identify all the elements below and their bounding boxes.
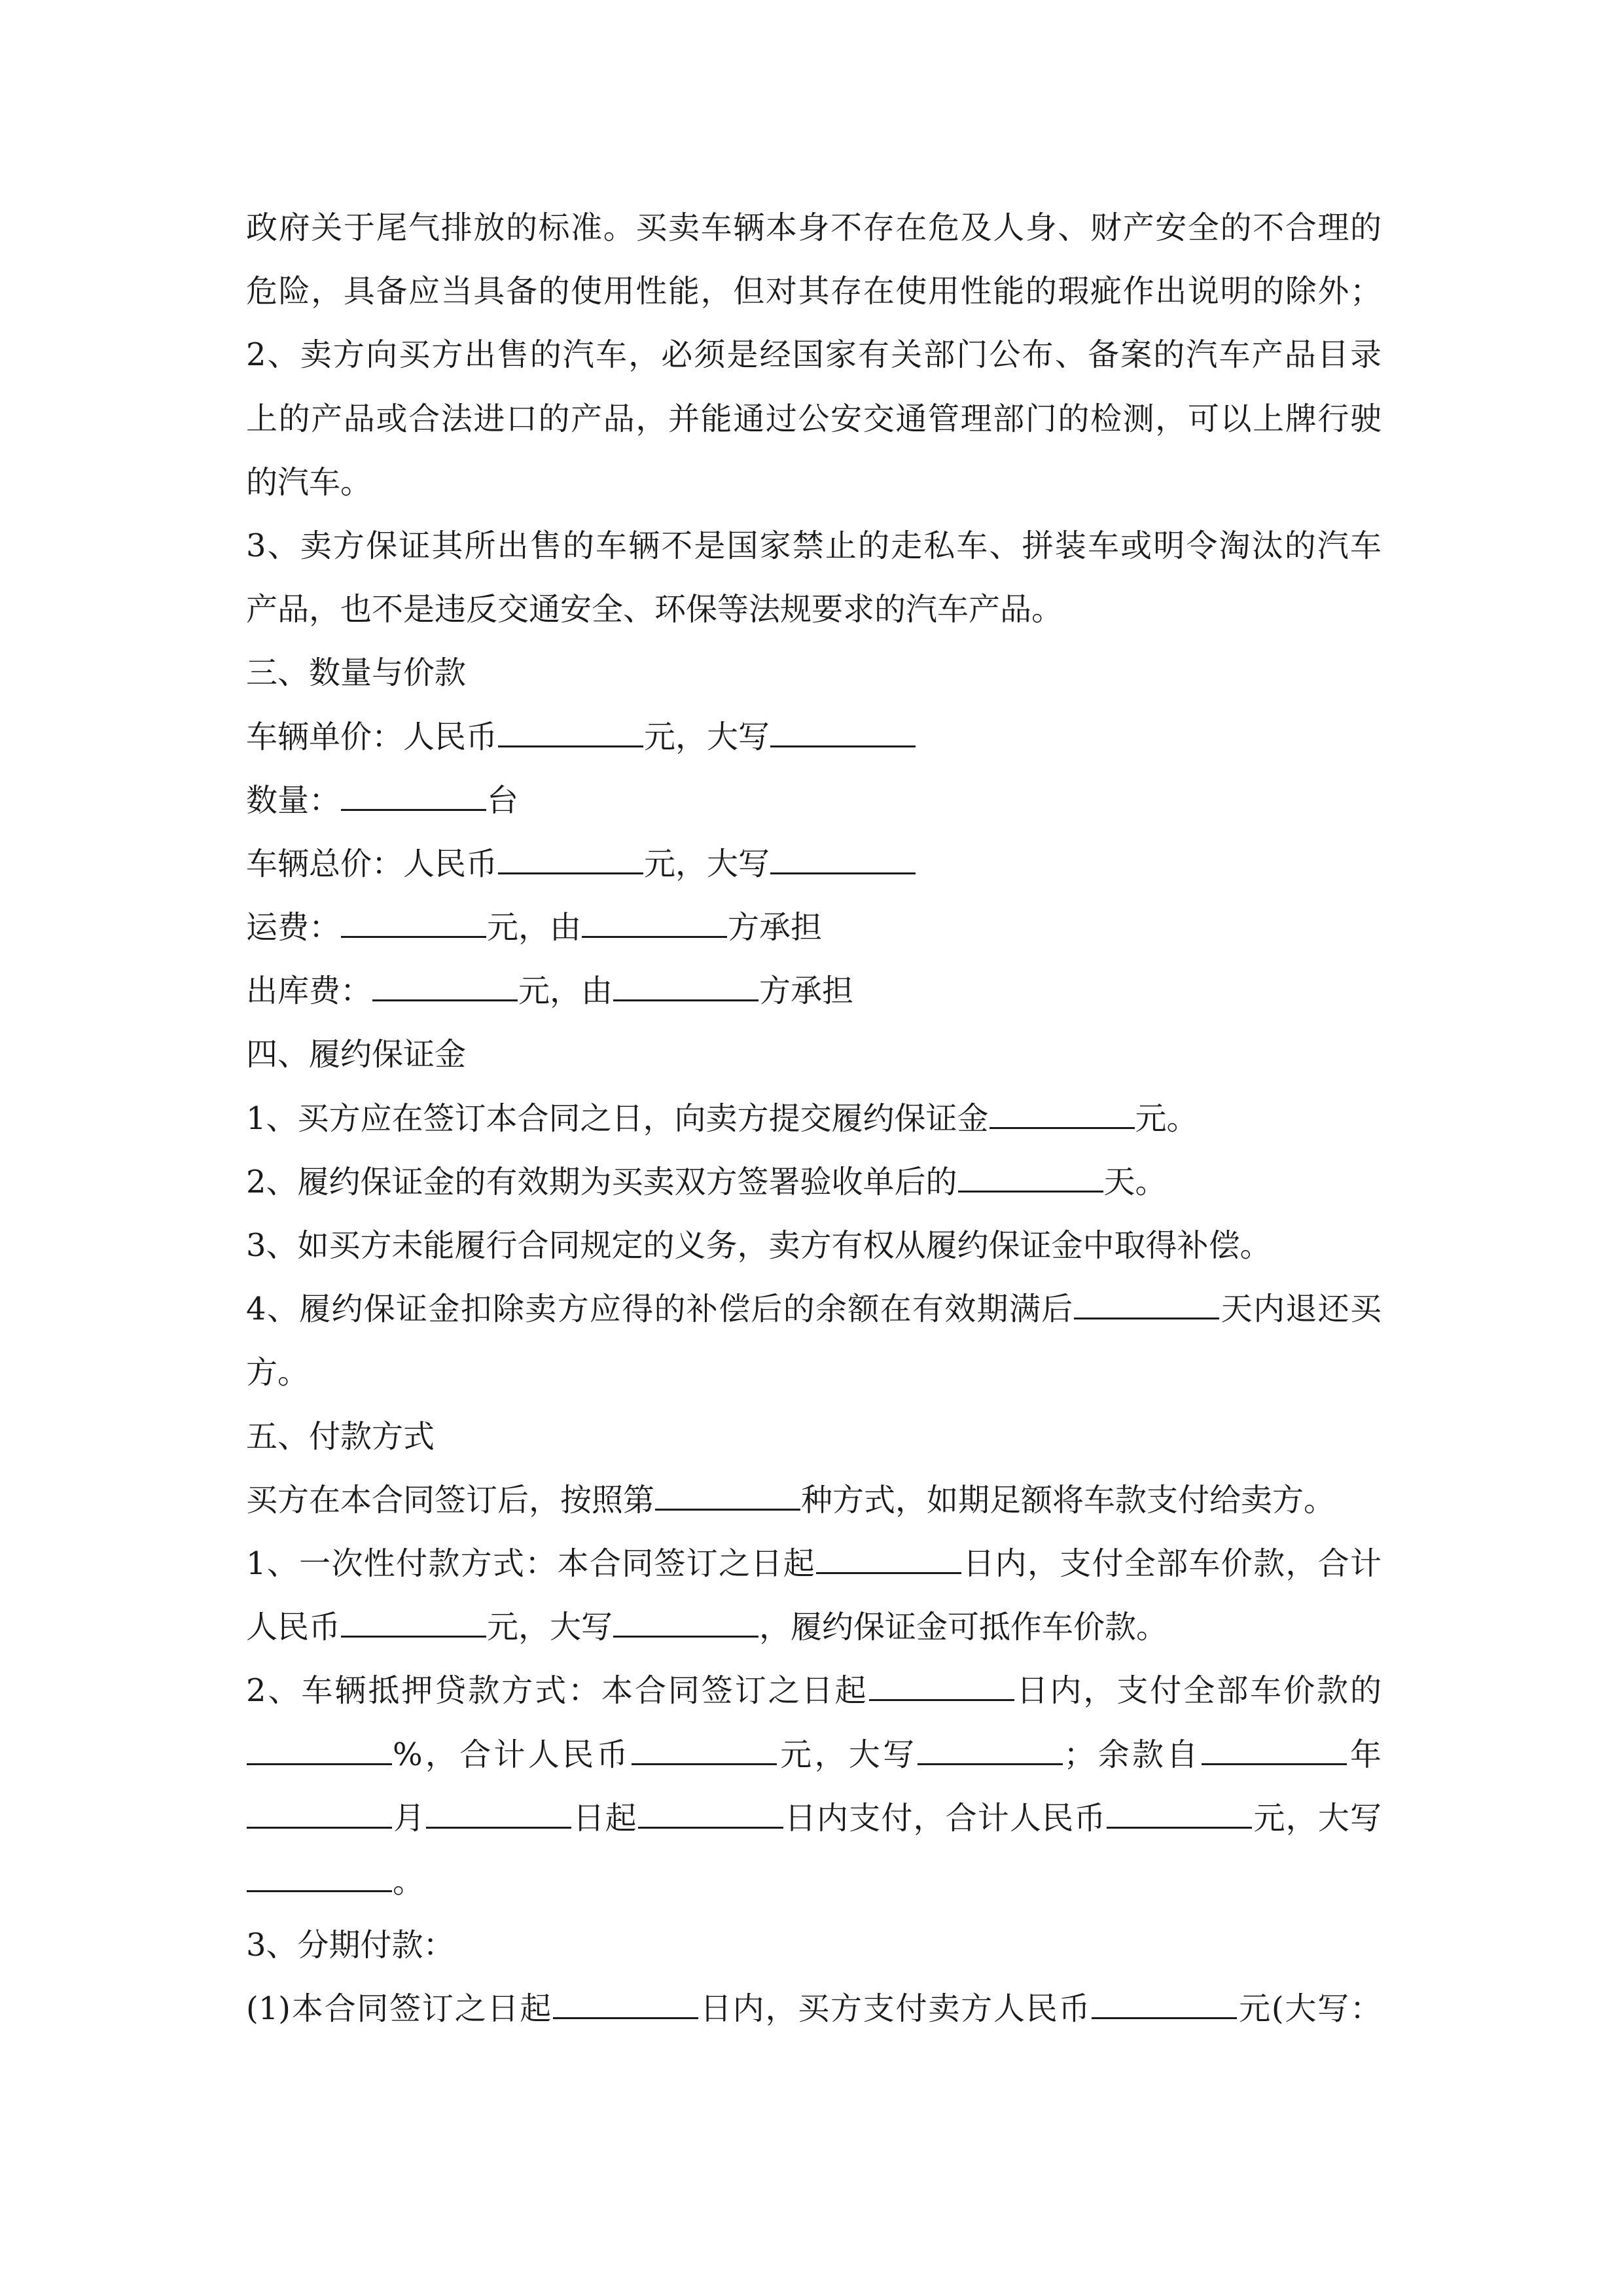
document-line: 1、一次性付款方式：本合同签订之日起 日内，支付全部车价款，合计 xyxy=(246,1545,1382,1582)
fill-in-blank[interactable] xyxy=(341,1635,486,1638)
contract-body xyxy=(246,196,1382,2041)
fill-in-blank[interactable] xyxy=(613,1635,758,1638)
document-line: 3、分期付款： xyxy=(246,1927,455,1964)
document-line: %，合计人民币 元，大写 ；余款自 年 xyxy=(246,1723,1382,1787)
document-line: 产品，也不是违反交通安全、环保等法规要求的汽车产品。 xyxy=(246,591,1063,628)
document-line: 数量： 台 xyxy=(246,781,519,819)
fill-in-blank[interactable] xyxy=(426,1826,571,1829)
fill-in-blank[interactable] xyxy=(958,1190,1103,1193)
fill-in-blank[interactable] xyxy=(341,808,486,811)
fill-in-blank[interactable] xyxy=(869,1698,1014,1701)
document-line: 的汽车。 xyxy=(246,463,372,501)
document-line: 三、数量与价款 xyxy=(246,655,467,692)
document-line: 五、付款方式 xyxy=(246,1418,435,1455)
document-line: 3、如买方未能履行合同规定的义务，卖方有权从履约保证金中取得补偿。 xyxy=(246,1227,1272,1264)
document-line: (1)本合同签订之日起 日内，买方支付卖方人民币 元(大写： xyxy=(246,1990,1382,2028)
document-line: 人民币 元，大写 ，履约保证金可抵作车价款。 xyxy=(246,1609,1168,1646)
fill-in-blank[interactable] xyxy=(990,1126,1135,1129)
document-line: 3、卖方保证其所出售的车辆不是国家禁止的走私车、拼装车或明令淘汰的汽车 xyxy=(246,527,1382,564)
document-line: 政府关于尾气排放的标准。买卖车辆本身不存在危及人身、财产安全的不合理的 xyxy=(246,209,1382,246)
document-line: 车辆单价：人民币 元，大写 xyxy=(246,706,1382,769)
document-line: 方。 xyxy=(246,1354,310,1391)
document-line: 危险，具备应当具备的使用性能，但对其存在使用性能的瑕疵作出说明的除外； xyxy=(246,273,1382,310)
fill-in-blank[interactable] xyxy=(247,1826,392,1829)
document-line: 2、车辆抵押贷款方式：本合同签订之日起 日内，支付全部车价款的 xyxy=(246,1672,1382,1710)
document-line: 2、履约保证金的有效期为买卖双方签署验收单后的 天。 xyxy=(246,1163,1167,1200)
fill-in-blank[interactable] xyxy=(613,999,758,1001)
fill-in-blank[interactable] xyxy=(247,1890,392,1892)
fill-in-blank[interactable] xyxy=(638,1826,783,1829)
fill-in-blank[interactable] xyxy=(770,872,916,874)
document-line: 买方在本合同签订后，按照第 种方式，如期足额将车款支付给卖方。 xyxy=(246,1481,1336,1518)
fill-in-blank[interactable] xyxy=(553,2017,698,2019)
fill-in-blank[interactable] xyxy=(341,935,486,938)
fill-in-blank[interactable] xyxy=(1107,1826,1252,1829)
fill-in-blank[interactable] xyxy=(372,999,518,1001)
fill-in-blank[interactable] xyxy=(816,1571,961,1574)
document-line: 运费： 元，由 方承担 xyxy=(246,909,823,946)
fill-in-blank[interactable] xyxy=(1202,1763,1347,1765)
fill-in-blank[interactable] xyxy=(582,935,727,938)
fill-in-blank[interactable] xyxy=(247,1763,392,1765)
document-line: 上的产品或合法进口的产品，并能通过公安交通管理部门的检测，可以上牌行驶 xyxy=(246,400,1382,437)
document-line: 四、履约保证金 xyxy=(246,1036,467,1073)
fill-in-blank[interactable] xyxy=(1074,1317,1219,1319)
document-line: 车辆总价：人民币 元，大写 xyxy=(246,833,1382,896)
fill-in-blank[interactable] xyxy=(770,745,916,747)
fill-in-blank[interactable] xyxy=(498,745,643,747)
document-line: 月 日起 日内支付，合计人民币 元，大写 xyxy=(246,1787,1382,1850)
document-line: 。 xyxy=(246,1850,1382,1914)
document-line: 2、卖方向买方出售的汽车，必须是经国家有关部门公布、备案的汽车产品目录 xyxy=(246,336,1382,374)
document-line: 4、履约保证金扣除卖方应得的补偿后的余额在有效期满后 天内退还买 xyxy=(246,1291,1382,1328)
fill-in-blank[interactable] xyxy=(498,872,643,874)
document-line: 1、买方应在签订本合同之日，向卖方提交履约保证金 元。 xyxy=(246,1100,1198,1137)
fill-in-blank[interactable] xyxy=(918,1763,1063,1765)
document-line: 出库费： 元，由 方承担 xyxy=(246,973,854,1010)
fill-in-blank[interactable] xyxy=(632,1763,777,1765)
fill-in-blank[interactable] xyxy=(1092,2017,1237,2019)
fill-in-blank[interactable] xyxy=(655,1508,800,1511)
